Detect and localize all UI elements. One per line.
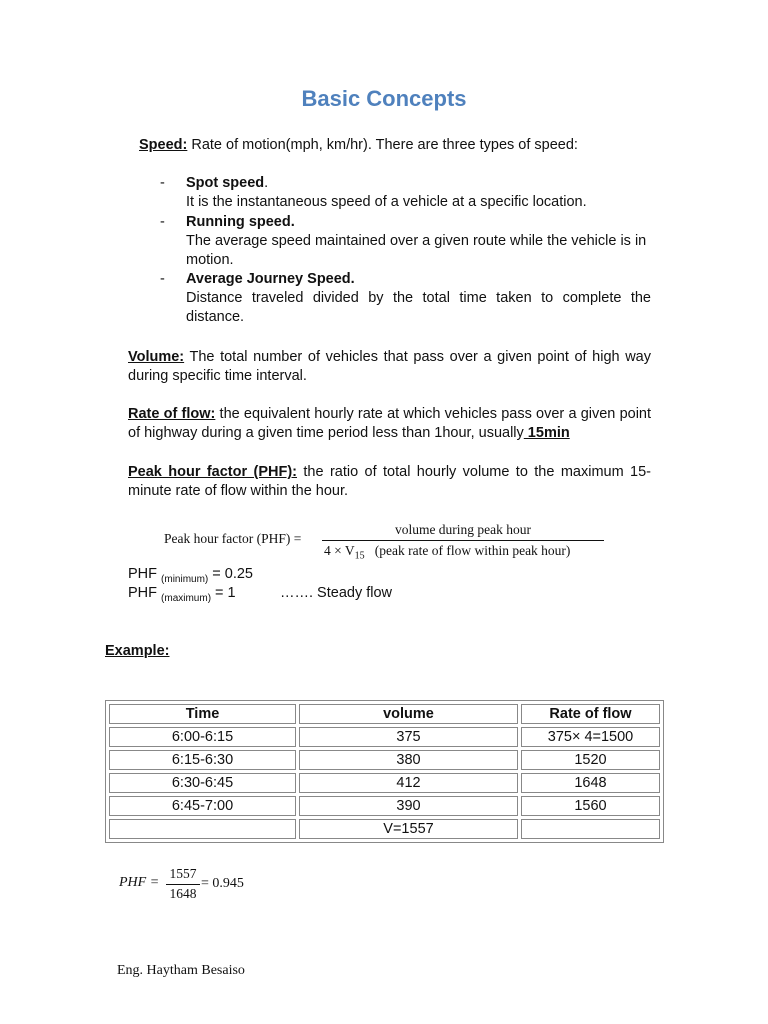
formula-lhs: Peak hour factor (PHF) = bbox=[164, 531, 302, 546]
phf-text: the ratio of total hourly volume to the maximum 15-minute rate of flow within the hour. bbox=[128, 464, 652, 499]
rate-of-flow-paragraph bbox=[128, 405, 651, 443]
formula-numerator: volume during peak hour bbox=[394, 522, 532, 537]
phf-min-value: = 0.25 bbox=[208, 566, 253, 582]
speed-type-desc: It is the instantaneous speed of a vehicle at a specific location. bbox=[186, 194, 587, 210]
table-header-row bbox=[109, 704, 660, 724]
table-header-cell: Rate of flow bbox=[521, 704, 660, 724]
rate-of-flow-label: Rate of flow: bbox=[128, 406, 216, 422]
speed-type-suffix: . bbox=[264, 175, 269, 191]
phf-max-prefix: PHF bbox=[128, 585, 162, 601]
speed-type-name: Running speed. bbox=[186, 214, 295, 230]
speed-label: Speed: bbox=[139, 137, 188, 153]
speed-type-average-journey bbox=[186, 270, 651, 327]
phf-max-value: = 1 bbox=[211, 585, 236, 601]
table-row bbox=[109, 750, 660, 770]
table-cell: 6:00-6:15 bbox=[109, 727, 296, 747]
volume-text: The total number of vehicles that pass over a given point of high way during specific time interval. bbox=[128, 349, 651, 384]
speed-text: Rate of motion(mph, km/hr). There are three types of speed: bbox=[187, 137, 578, 153]
formula-denom-sub: 15 bbox=[354, 550, 365, 562]
speed-type-dash-3: - bbox=[160, 271, 165, 287]
table-cell: 6:45-7:00 bbox=[109, 796, 296, 816]
phf-maximum bbox=[128, 584, 236, 608]
speed-type-desc: The average speed maintained over a given route while the vehicle is in motion. bbox=[186, 233, 647, 268]
result-denominator: 1648 bbox=[169, 886, 197, 901]
rate-of-flow-text: the equivalent hourly rate at which vehicles pass over a given point of highway during a given time period less than 1hour, usually bbox=[128, 406, 652, 441]
table-cell: 1520 bbox=[521, 750, 660, 770]
table-cell: 412 bbox=[299, 773, 518, 793]
phf-min-sub: (minimum) bbox=[161, 573, 209, 585]
table-row bbox=[109, 796, 660, 816]
speed-paragraph bbox=[139, 136, 659, 155]
phf-dots: …… bbox=[280, 585, 309, 601]
speed-type-running bbox=[186, 213, 651, 270]
formula-denom-text: (peak rate of flow within peak hour) bbox=[374, 543, 571, 558]
table-row bbox=[109, 727, 660, 747]
example-label: Example: bbox=[105, 643, 170, 659]
table-cell: 390 bbox=[299, 796, 518, 816]
page-title: Basic Concepts bbox=[301, 86, 467, 111]
result-rhs: = 0.945 bbox=[201, 876, 244, 891]
table-cell bbox=[109, 819, 296, 839]
table-cell: 1560 bbox=[521, 796, 660, 816]
speed-type-desc: Distance traveled divided by the total time taken to complete the distance. bbox=[186, 290, 651, 325]
formula-denom-factor: 4 × V bbox=[324, 543, 355, 558]
result-fraction-line bbox=[166, 884, 200, 885]
rate-of-flow-emph: 15min bbox=[523, 425, 570, 441]
speed-type-spot bbox=[186, 174, 651, 212]
table-header-cell: Time bbox=[109, 704, 296, 724]
volume-label: Volume: bbox=[128, 349, 185, 365]
table-cell: 1648 bbox=[521, 773, 660, 793]
volume-paragraph bbox=[128, 348, 651, 386]
phf-label: Peak hour factor (PHF): bbox=[128, 464, 298, 480]
formula-denominator bbox=[324, 543, 570, 562]
table-cell bbox=[521, 819, 660, 839]
table-header-cell: volume bbox=[299, 704, 518, 724]
result-lhs: PHF = bbox=[119, 875, 160, 890]
formula-fraction-line bbox=[322, 540, 604, 541]
footer-author: Eng. Haytham Besaiso bbox=[117, 963, 245, 978]
phf-definition-paragraph bbox=[128, 463, 651, 501]
speed-type-name: Average Journey Speed. bbox=[186, 271, 355, 287]
phf-max-sub: (maximum) bbox=[161, 592, 212, 604]
table-cell: V=1557 bbox=[299, 819, 518, 839]
table-cell: 375× 4=1500 bbox=[521, 727, 660, 747]
table-cell: 380 bbox=[299, 750, 518, 770]
phf-steady-text: . Steady flow bbox=[309, 585, 393, 601]
data-table bbox=[105, 700, 664, 843]
table-cell: 375 bbox=[299, 727, 518, 747]
table-row bbox=[109, 773, 660, 793]
table-cell: 6:30-6:45 bbox=[109, 773, 296, 793]
phf-min-prefix: PHF bbox=[128, 566, 162, 582]
result-numerator: 1557 bbox=[169, 866, 197, 881]
table-row bbox=[109, 819, 660, 839]
phf-steady-flow-note bbox=[280, 584, 392, 603]
speed-type-name: Spot speed bbox=[186, 175, 265, 191]
table-cell: 6:15-6:30 bbox=[109, 750, 296, 770]
speed-type-dash-2: - bbox=[160, 214, 165, 230]
speed-type-dash-1: - bbox=[160, 175, 165, 191]
